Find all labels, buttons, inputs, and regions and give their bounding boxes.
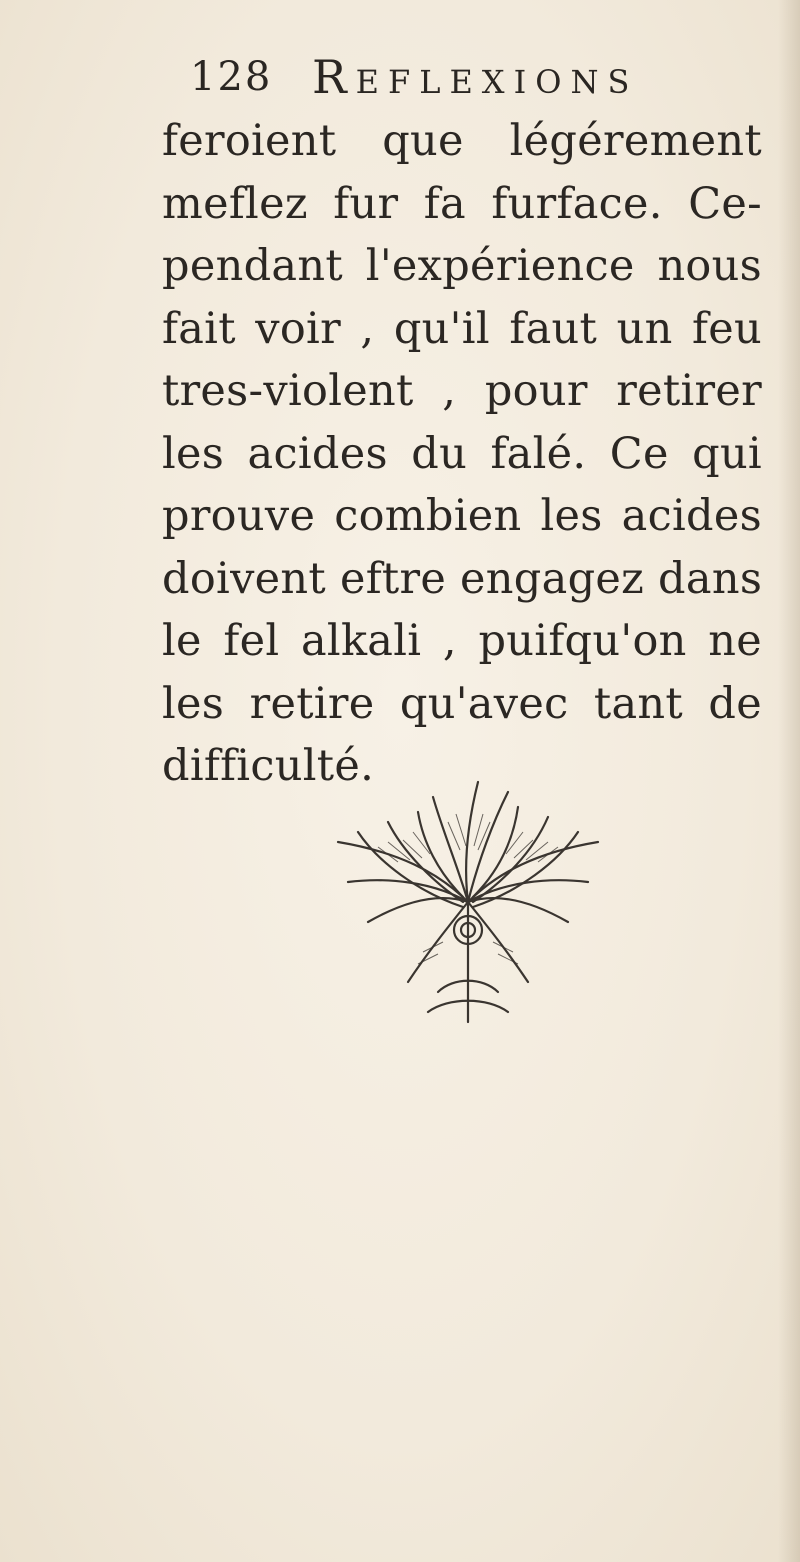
text-line: difficulté. bbox=[162, 741, 375, 791]
running-head: Reflexions bbox=[312, 50, 639, 104]
page-edge-shadow bbox=[778, 0, 800, 1562]
text-line: le fel alkali , puifqu'on ne bbox=[162, 616, 762, 666]
text-line: feroient que légérement bbox=[162, 116, 762, 166]
text-line: meflez fur fa furface. Ce- bbox=[162, 178, 762, 229]
text-line: tres-violent , pour retirer bbox=[162, 366, 762, 416]
page-header bbox=[160, 40, 720, 110]
text-line: pendant l'expérience nous bbox=[162, 241, 762, 291]
text-line: fait voir , qu'il faut un feu bbox=[162, 303, 762, 354]
body-text bbox=[162, 110, 762, 798]
text-line: les retire qu'avec tant de bbox=[162, 678, 762, 729]
text-line: les acides du falé. Ce qui bbox=[162, 428, 762, 479]
text-line: doivent eftre engagez dans bbox=[162, 553, 763, 604]
page-number: 128 bbox=[190, 54, 273, 100]
text-line: prouve combien les acides bbox=[162, 491, 762, 541]
floral-tailpiece-icon bbox=[318, 752, 618, 1072]
